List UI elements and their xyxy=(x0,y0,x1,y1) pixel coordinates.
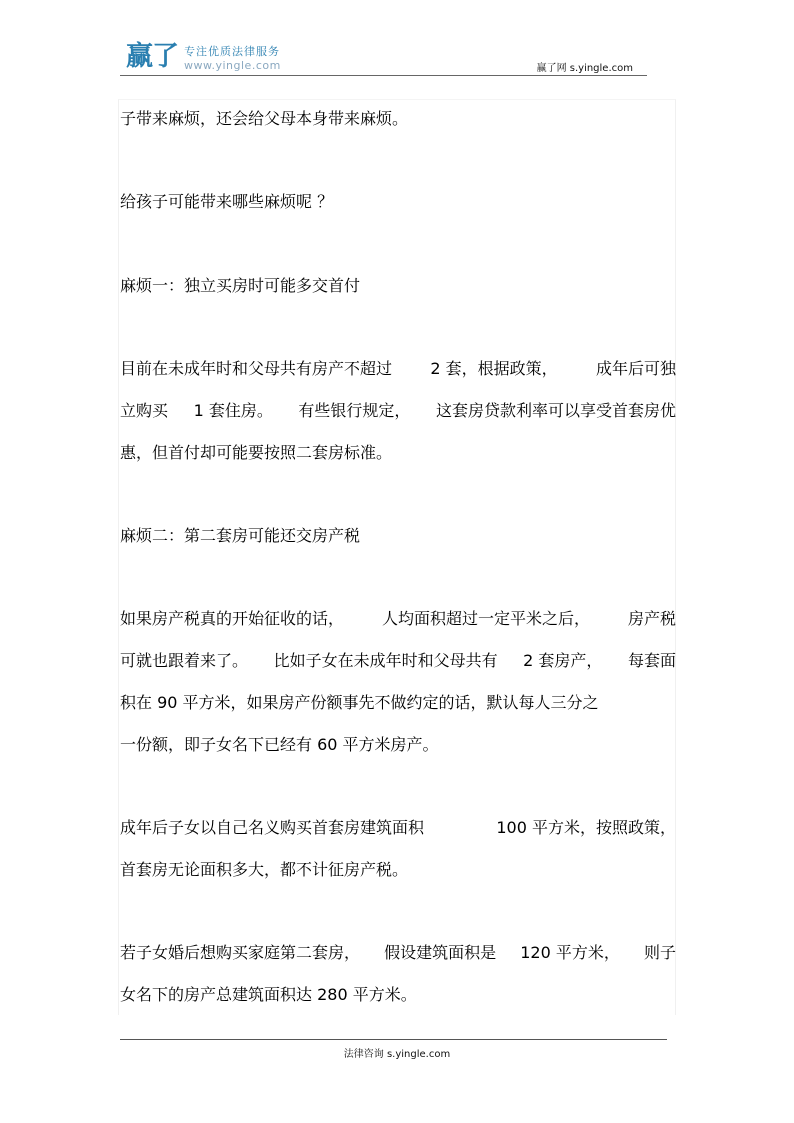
text-segment: 可就也跟着来了。 xyxy=(120,651,249,670)
text-segment: 房产税 xyxy=(627,609,676,628)
paragraph-line xyxy=(120,817,676,839)
text-segment: 成年后子女以自己名义购买首套房建筑面积 xyxy=(120,818,425,837)
paragraph-line xyxy=(120,942,676,964)
paragraph-line: 惠，但首付却可能要按照二套房标准。 xyxy=(120,443,393,462)
text-segment: 每套面 xyxy=(627,651,676,670)
text-segment: 1 套住房。 xyxy=(193,401,273,420)
text-segment: 120 平方米， xyxy=(520,943,620,962)
paragraph-line: 子带来麻烦，还会给父母本身带来麻烦。 xyxy=(120,109,409,128)
text-segment: 2 套房产， xyxy=(523,651,603,670)
paragraph-line xyxy=(120,650,676,672)
text-segment: 如果房产税真的开始征收的话， xyxy=(120,609,345,628)
text-segment: 100 平方米，按照政策， xyxy=(496,818,676,837)
paragraph-line: 女名下的房产总建筑面积达 280 平方米。 xyxy=(120,985,417,1004)
text-segment: 目前在未成年时和父母共有房产不超过 xyxy=(120,359,393,378)
text-segment: 人均面积超过一定平米之后， xyxy=(381,609,590,628)
header-divider xyxy=(120,75,647,76)
text-segment: 假设建筑面积是 xyxy=(384,943,497,962)
paragraph-line xyxy=(120,400,676,422)
footer-divider xyxy=(120,1039,667,1040)
header-site-link[interactable]: 赢了网 s.yingle.com xyxy=(536,63,633,74)
paragraph-line xyxy=(120,358,676,380)
paragraph-line: 首套房无论面积多大，都不计征房产税。 xyxy=(120,860,409,879)
text-segment: 有些银行规定， xyxy=(298,401,411,420)
text-segment: 2 套，根据政策， xyxy=(430,359,558,378)
text-segment: 这套房贷款利率可以享受首套房优 xyxy=(435,401,676,420)
page-header xyxy=(120,40,647,76)
paragraph-line: 一份额，即子女名下已经有 60 平方米房产。 xyxy=(120,735,439,754)
logo-wordmark: 赢了 xyxy=(126,41,178,72)
yingle-logo[interactable] xyxy=(126,40,296,76)
text-segment: 比如子女在未成年时和父母共有 xyxy=(273,651,498,670)
text-segment: 若子女婚后想购买家庭第二套房， xyxy=(120,943,361,962)
paragraph-line xyxy=(120,608,676,630)
text-segment: 则子 xyxy=(643,943,676,962)
footer-link[interactable]: 法律咨询 s.yingle.com xyxy=(343,1049,451,1060)
logo-url: www.yingle.com xyxy=(184,59,281,72)
paragraph-line: 积在 90 平方米，如果房产份额事先不做约定的话，默认每人三分之 xyxy=(120,693,599,712)
logo-slogan: 专注优质法律服务 xyxy=(184,45,280,58)
question-line: 给孩子可能带来哪些麻烦呢 ？ xyxy=(120,192,334,211)
section-heading-2: 麻烦二：第二套房可能还交房产税 xyxy=(120,526,361,545)
text-segment: 立购买 xyxy=(120,401,169,420)
section-heading-1: 麻烦一：独立买房时可能多交首付 xyxy=(120,276,361,295)
text-segment: 成年后可独 xyxy=(595,359,676,378)
